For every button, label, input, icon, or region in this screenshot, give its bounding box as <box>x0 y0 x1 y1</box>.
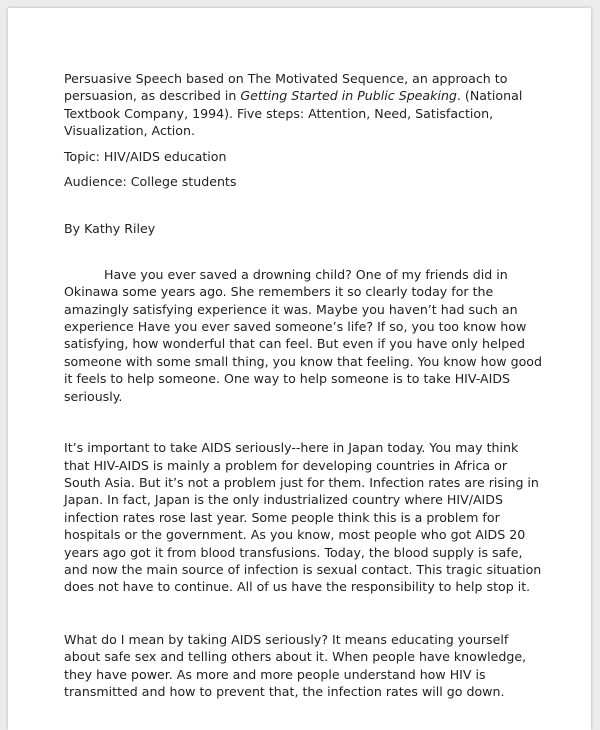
body-paragraph: It’s important to take AIDS seriously--here in Japan today. You may think that HIV-AIDS is mainly a problem for developing countries in Africa or South Asia. But it’s not a problem just for them. Infection rates are rising in Japan. In fact, Japan is the only industrialized country where HIV/AIDS infection rates rose last year. Some people think this is a problem for hospitals or the government. As you know, most people who got AIDS 20 years ago got it from blood transfusions. Today, the blood supply is safe, and now the main source of infection is sexual contact. This tragic situation does not have to continue. All of us have the responsibility to help stop it. <box>64 440 542 595</box>
intro-paragraph <box>64 70 542 140</box>
topic-line: Topic: HIV/AIDS education <box>64 148 227 164</box>
author-byline: By Kathy Riley <box>64 221 156 237</box>
document-body <box>64 70 542 700</box>
body-paragraph: Have you ever saved a drowning child? One of my friends did in Okinawa some years ago. She remembers it so clearly today for the amazingly satisfying experience it was. Maybe you haven’t had such an experience Have you ever saved someone’s life? If so, you too know how satisfying, how wonderful that can feel. But even if you have only helped someone with some small thing, you know that feeling. You know how good it feels to help someone. One way to help someone is to take HIV-AIDS seriously. <box>64 266 542 404</box>
intro-citation-text: . (National Textbook Company, 1994). Five steps: Attention, Need, Satisfaction, Visualization, Action. <box>64 88 523 139</box>
audience-line: Audience: College students <box>64 174 237 190</box>
book-title: Getting Started in Public Speaking <box>240 88 457 104</box>
intro-text: Persuasive Speech based on The Motivated Sequence, an approach to persuasion, as described in <box>64 71 508 104</box>
document-page <box>8 8 591 730</box>
body-paragraph: What do I mean by taking AIDS seriously? It means educating yourself about safe sex and telling others about it. When people have knowledge, they have power. As more and more people understand how HIV is transmitted and how to prevent that, the infection rates will go down. <box>64 631 527 699</box>
